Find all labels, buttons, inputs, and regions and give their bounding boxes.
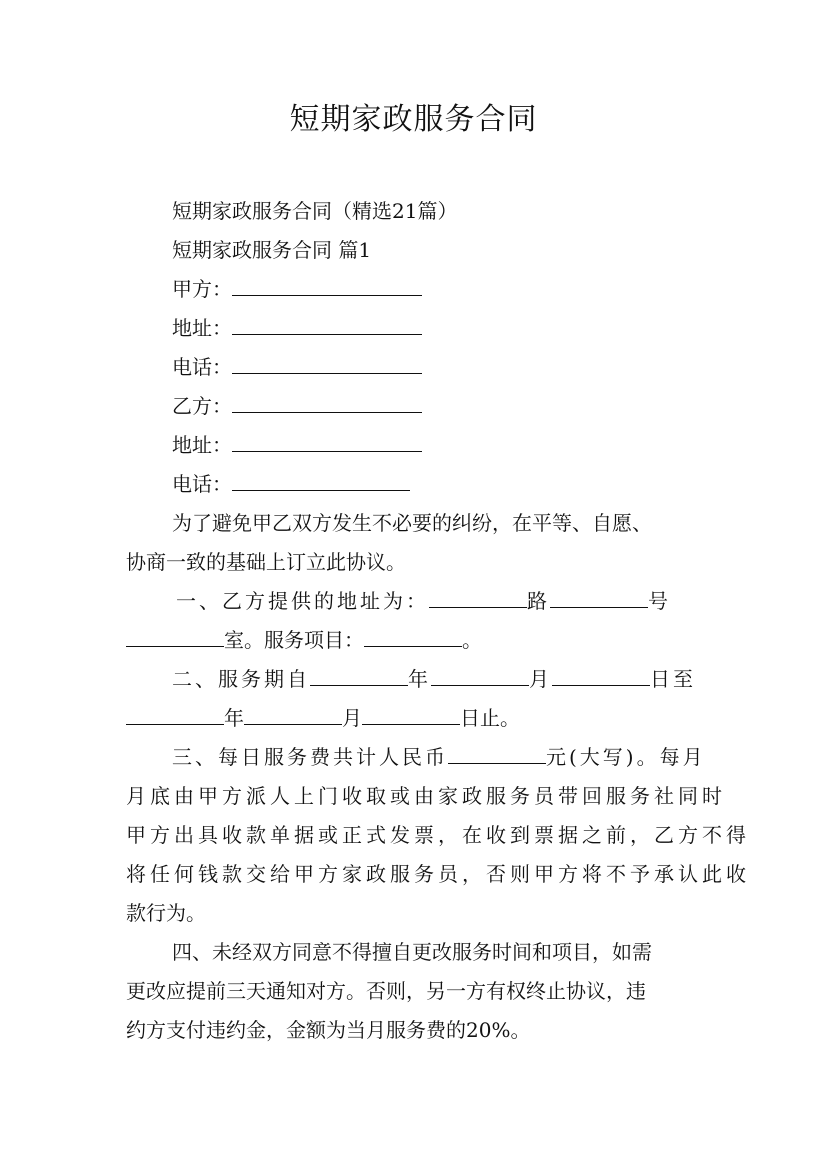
party-a-blank xyxy=(232,275,422,296)
clause-3-line-2: 月底由甲方派人上门收取或由家政服务员带回服务社同时 xyxy=(126,784,726,808)
party-b-phone-label: 电话： xyxy=(172,472,232,496)
party-b-address-label: 地址： xyxy=(172,433,232,457)
party-b-address-blank xyxy=(232,431,422,452)
number-blank xyxy=(550,587,648,608)
clause-2-text-f: 月 xyxy=(342,706,362,730)
party-b-phone-blank xyxy=(232,470,410,491)
party-b-address-field xyxy=(172,431,422,459)
clause-1-line-2 xyxy=(126,626,482,654)
clause-2-line-2 xyxy=(126,704,520,732)
party-a-address-blank xyxy=(232,314,422,335)
clause-3-line-5: 款行为。 xyxy=(126,901,206,925)
clause-2-text-e: 年 xyxy=(224,706,244,730)
party-a-phone-blank xyxy=(232,353,422,374)
end-year-blank xyxy=(126,704,224,725)
clause-1-text-d: 室。服务项目： xyxy=(224,628,364,652)
clause-3-text-a: 三、每日服务费共计人民币 xyxy=(172,745,448,769)
intro-line-2: 协商一致的基础上订立此协议。 xyxy=(126,550,406,574)
clause-3-line-1 xyxy=(172,743,706,771)
clause-1-text-e: 。 xyxy=(462,628,482,652)
end-month-blank xyxy=(244,704,342,725)
clause-3-line-3: 甲方出具收款单据或正式发票，在收到票据之前，乙方不得 xyxy=(126,823,750,847)
clause-3-line-4: 将任何钱款交给甲方家政服务员，否则甲方将不予承认此收 xyxy=(126,862,750,886)
clause-4-line-1: 四、未经双方同意不得擅自更改服务时间和项目，如需 xyxy=(172,940,652,964)
clause-2-text-b: 年 xyxy=(408,667,431,691)
room-blank xyxy=(126,626,224,647)
document-subtitle: 短期家政服务合同（精选21篇） xyxy=(172,199,458,223)
clause-2-text-c: 月 xyxy=(529,667,552,691)
party-a-label: 甲方： xyxy=(172,277,232,301)
clause-2-line-1 xyxy=(172,665,696,693)
start-month-blank xyxy=(431,665,529,686)
start-day-blank xyxy=(552,665,650,686)
party-a-phone-label: 电话： xyxy=(172,355,232,379)
party-a-address-field xyxy=(172,314,422,342)
clause-1-text-b: 路 xyxy=(527,589,550,613)
clause-2-text-a: 二、服务期自 xyxy=(172,667,310,691)
clause-2-text-g: 日止。 xyxy=(460,706,520,730)
fee-amount-blank xyxy=(448,743,546,764)
clause-1-line-1 xyxy=(176,587,671,615)
start-year-blank xyxy=(310,665,408,686)
clause-2-text-d: 日至 xyxy=(650,667,696,691)
party-a-address-label: 地址： xyxy=(172,316,232,340)
party-b-blank xyxy=(232,392,422,413)
service-item-blank xyxy=(364,626,462,647)
clause-4-line-3: 约方支付违约金，金额为当月服务费的20%。 xyxy=(126,1018,531,1042)
party-b-field xyxy=(172,392,422,420)
clause-3-text-b: 元(大写)。每月 xyxy=(546,745,706,769)
party-b-phone-field xyxy=(172,470,410,498)
road-blank xyxy=(429,587,527,608)
clause-1-text-c: 号 xyxy=(648,589,671,613)
document-title: 短期家政服务合同 xyxy=(289,102,538,137)
section-heading: 短期家政服务合同 篇1 xyxy=(172,238,372,262)
party-b-label: 乙方： xyxy=(172,394,232,418)
party-a-phone-field xyxy=(172,353,422,381)
intro-line-1: 为了避免甲乙双方发生不必要的纠纷，在平等、自愿、 xyxy=(172,511,652,535)
clause-4-line-2: 更改应提前三天通知对方。否则，另一方有权终止协议，违 xyxy=(126,979,646,1003)
end-day-blank xyxy=(362,704,460,725)
party-a-field xyxy=(172,275,422,303)
clause-1-text-a: 一、乙方提供的地址为： xyxy=(176,589,429,613)
